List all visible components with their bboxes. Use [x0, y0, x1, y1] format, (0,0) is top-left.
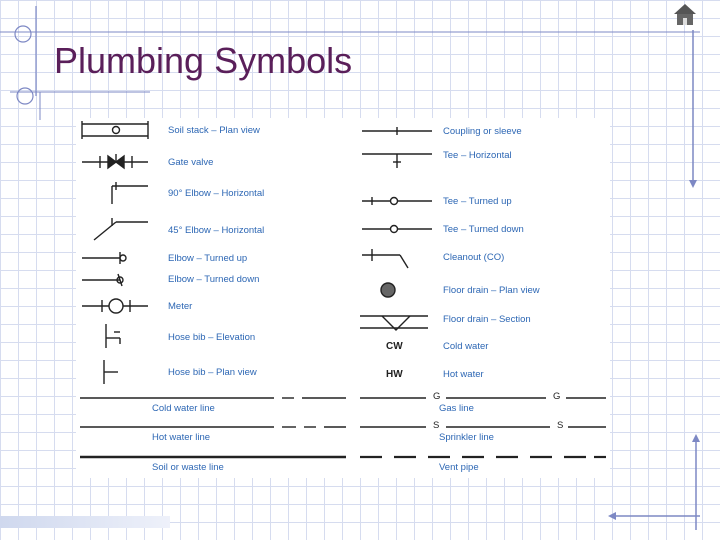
label-meter: Meter [168, 301, 193, 312]
label-hose-bib-plan: Hose bib – Plan view [168, 367, 257, 378]
code-cw: CW [386, 341, 403, 352]
label-hot-water: Hot water [443, 369, 484, 380]
symbol-chart-panel [76, 118, 610, 478]
label-elbow-turned-down: Elbow – Turned down [168, 274, 260, 285]
label-tee-turned-up: Tee – Turned up [443, 196, 512, 207]
symbol-drawings [76, 118, 610, 478]
label-90-elbow: 90° Elbow – Horizontal [168, 188, 265, 199]
sprinkler-line-letter-2: S [557, 420, 564, 431]
label-tee-horizontal: Tee – Horizontal [443, 150, 512, 161]
label-gate-valve: Gate valve [168, 157, 214, 168]
sprinkler-line-letter-1: S [433, 420, 440, 431]
gas-line-letter-2: G [553, 391, 561, 402]
label-gas-line: Gas line [439, 403, 474, 414]
home-icon[interactable] [672, 2, 698, 26]
label-floor-drain-plan: Floor drain – Plan view [443, 285, 540, 296]
slide-title: Plumbing Symbols [54, 40, 353, 81]
footer-bar [0, 516, 170, 528]
label-hot-water-line: Hot water line [152, 432, 211, 443]
label-sprinkler-line: Sprinkler line [439, 432, 494, 443]
label-cleanout: Cleanout (CO) [443, 252, 505, 263]
label-soil-waste-line: Soil or waste line [152, 462, 224, 473]
label-cold-water: Cold water [443, 341, 489, 352]
code-hw: HW [386, 369, 403, 380]
label-vent-pipe: Vent pipe [439, 462, 479, 473]
label-cold-water-line: Cold water line [152, 403, 215, 414]
label-tee-turned-down: Tee – Turned down [443, 224, 524, 235]
label-elbow-turned-up: Elbow – Turned up [168, 253, 248, 264]
label-floor-drain-section: Floor drain – Section [443, 314, 531, 325]
label-coupling: Coupling or sleeve [443, 126, 522, 137]
gas-line-letter-1: G [433, 391, 441, 402]
label-soil-stack: Soil stack – Plan view [168, 125, 260, 136]
label-45-elbow: 45° Elbow – Horizontal [168, 225, 265, 236]
label-hose-bib-elevation: Hose bib – Elevation [168, 332, 256, 343]
